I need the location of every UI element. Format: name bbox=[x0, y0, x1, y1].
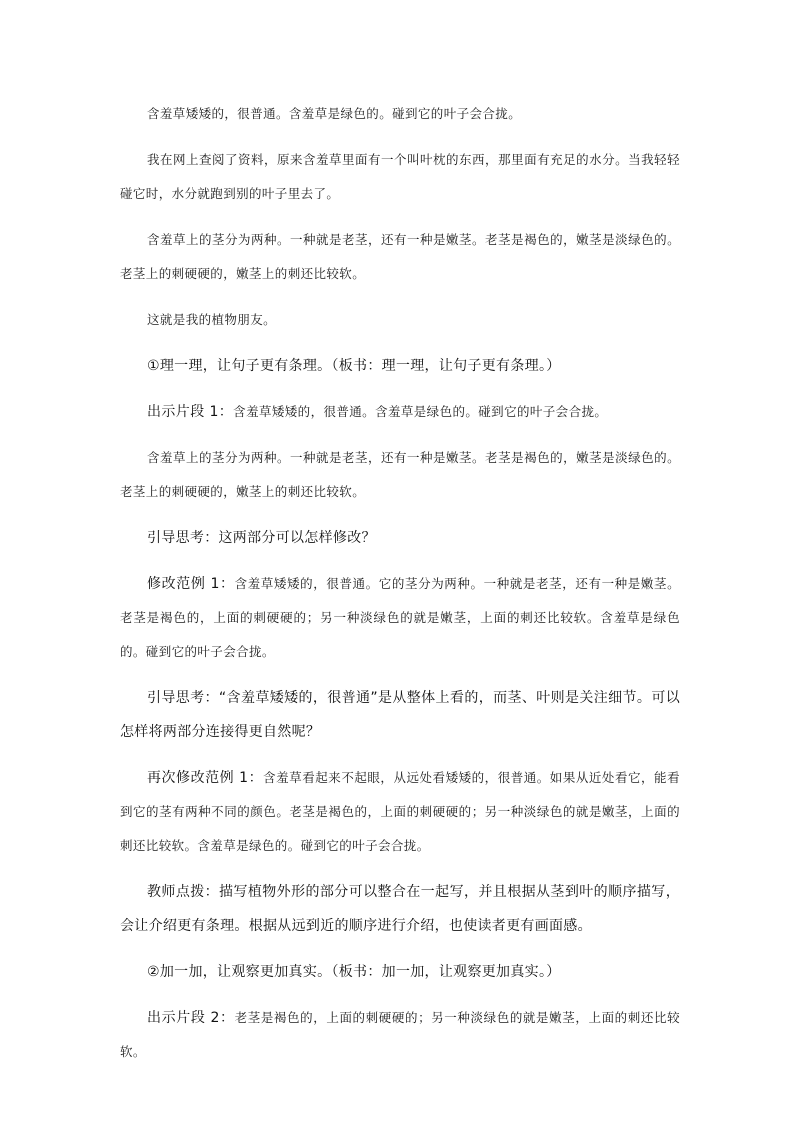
paragraph-14-lead: 出示片段 2： bbox=[147, 1010, 235, 1026]
paragraph-2 bbox=[120, 143, 680, 211]
paragraph-11 bbox=[120, 761, 680, 863]
paragraph-10 bbox=[120, 681, 680, 749]
paragraph-4 bbox=[120, 303, 680, 337]
paragraph-8 bbox=[120, 521, 680, 555]
paragraph-3 bbox=[120, 223, 680, 291]
paragraph-13 bbox=[120, 955, 680, 989]
paragraph-5-text: ①理一理，让句子更有条理。（板书：理一理，让句子更有条理。） bbox=[147, 358, 561, 374]
paragraph-11-lead: 再次修改范例 1： bbox=[147, 770, 264, 786]
paragraph-12 bbox=[120, 875, 680, 943]
paragraph-4-text: 这就是我的植物朋友。 bbox=[147, 312, 277, 327]
paragraph-9 bbox=[120, 567, 680, 669]
paragraph-5 bbox=[120, 349, 680, 383]
paragraph-3-text: 含羞草上的茎分为两种。一种就是老茎，还有一种是嫩茎。老茎是褐色的，嫩茎是淡绿色的。老茎上的刺硬硬的，嫩茎上的刺还比较软。 bbox=[120, 232, 680, 281]
paragraph-6 bbox=[120, 395, 680, 429]
paragraph-1 bbox=[120, 97, 680, 131]
paragraph-14-text: 老茎是褐色的，上面的刺硬硬的；另一种淡绿色的就是嫩茎，上面的刺还比较软。 bbox=[120, 1010, 680, 1059]
paragraph-11-text: 含羞草看起来不起眼，从远处看矮矮的，很普通。如果从近处看它，能看到它的茎有两种不同的颜色。老茎是褐色的，上面的刺硬硬的；另一种淡绿色的就是嫩茎，上面的刺还比较软。含羞草是绿色的。碰到它的叶子会合拢。 bbox=[120, 770, 680, 853]
paragraph-12-text: 教师点拨：描写植物外形的部分可以整合在一起写，并且根据从茎到叶的顺序描写，会让介绍更有条理。根据从远到近的顺序进行介绍，也使读者更有画面感。 bbox=[120, 884, 680, 934]
paragraph-2-text: 我在网上查阅了资料，原来含羞草里面有一个叫叶枕的东西，那里面有充足的水分。当我轻轻碰它时，水分就跑到别的叶子里去了。 bbox=[120, 152, 680, 201]
paragraph-9-lead: 修改范例 1： bbox=[147, 576, 235, 592]
document-body bbox=[120, 97, 680, 1081]
paragraph-13-text: ②加一加，让观察更加真实。（板书：加一加，让观察更加真实。） bbox=[147, 964, 561, 980]
paragraph-7-text: 含羞草上的茎分为两种。一种就是老茎，还有一种是嫩茎。老茎是褐色的，嫩茎是淡绿色的。老茎上的刺硬硬的，嫩茎上的刺还比较软。 bbox=[120, 450, 680, 499]
paragraph-9-text: 含羞草矮矮的，很普通。它的茎分为两种。一种就是老茎，还有一种是嫩茎。老茎是褐色的，上面的刺硬硬的；另一种淡绿色的就是嫩茎，上面的刺还比较软。含羞草是绿色的。碰到它的叶子会合拢。 bbox=[120, 576, 680, 659]
paragraph-14 bbox=[120, 1001, 680, 1069]
paragraph-6-text: 含羞草矮矮的，很普通。含羞草是绿色的。碰到它的叶子会合拢。 bbox=[233, 404, 608, 419]
paragraph-1-text: 含羞草矮矮的，很普通。含羞草是绿色的。碰到它的叶子会合拢。 bbox=[147, 106, 522, 121]
paragraph-8-text: 引导思考：这两部分可以怎样修改？ bbox=[147, 530, 376, 546]
paragraph-7 bbox=[120, 441, 680, 509]
paragraph-6-lead: 出示片段 1： bbox=[147, 404, 234, 420]
paragraph-10-text: 引导思考：“含羞草矮矮的，很普通”是从整体上看的，而茎、叶则是关注细节。可以怎样将两部分连接得更自然呢？ bbox=[120, 690, 680, 740]
